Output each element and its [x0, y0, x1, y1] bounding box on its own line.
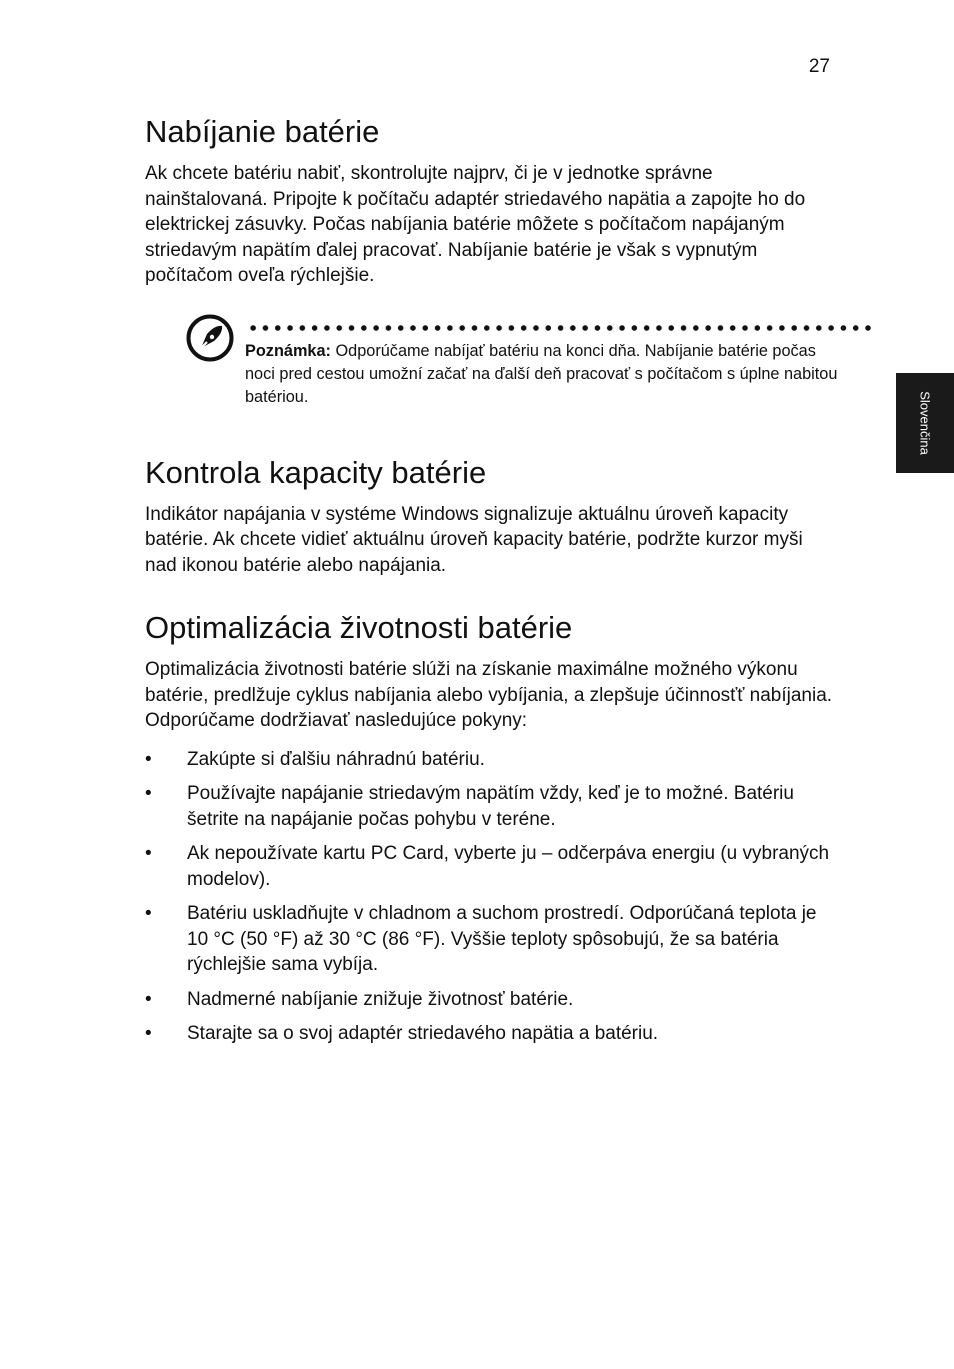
language-tab-label: Slovenčina: [917, 391, 933, 455]
list-item: [145, 747, 835, 773]
section-optimization: [145, 608, 835, 1047]
list-item-text: Nadmerné nabíjanie znižuje životnosť batérie.: [187, 988, 574, 1010]
tips-list: [145, 747, 835, 1047]
section-body: Ak chcete batériu nabiť, skontrolujte najprv, či je v jednotke správne nainštalovaná. Pripojte k počítaču adaptér striedavého napätia a zapojte ho do elektrickej zásuvky. Počas nabíjania batérie môžete s počítačom napájaným striedavým napätím ďalej pracovať. Nabíjanie batérie je však s vypnutým počítačom oveľa rýchlejšie.: [145, 163, 806, 286]
note-text: [245, 340, 845, 409]
list-item: [145, 781, 835, 832]
list-item-text: Používajte napájanie striedavým napätím vždy, keď je to možné. Batériu šetrite na napájanie počas pohybu v teréne.: [187, 783, 794, 830]
bullet-marker: •: [145, 903, 152, 924]
bullet-marker: •: [145, 843, 152, 864]
bullet-marker: •: [145, 988, 152, 1010]
bullet-marker: •: [145, 783, 152, 804]
list-item: [145, 1021, 835, 1047]
note-body: Odporúčame nabíjať batériu na konci dňa. Nabíjanie batérie počas noci pred cestou umožní začať na ďalší deň pracovať s počítačom s úplne nabitou batériou.: [245, 341, 838, 406]
list-item-text: Batériu uskladňujte v chladnom a suchom prostredí. Odporúčaná teplota je 10 °C (50 °F) až 30 °C (86 °F). Vyššie teploty spôsobujú, že sa batéria rýchlejšie sama vybíja.: [187, 903, 817, 975]
note-box: [185, 313, 838, 423]
list-item-text: Ak nepoužívate kartu PC Card, vyberte ju – odčerpáva energiu (u vybraných modelov).: [187, 843, 830, 890]
list-item: [145, 901, 835, 978]
note-label: Poznámka:: [245, 341, 331, 360]
page-number: 27: [808, 56, 830, 77]
bullet-marker: •: [145, 748, 152, 770]
list-item: [145, 841, 835, 892]
list-item-text: Zakúpte si ďalšiu náhradnú batériu.: [187, 748, 485, 770]
section-charging: [145, 112, 835, 289]
section-title: Optimalizácia životnosti batérie: [145, 610, 573, 645]
language-side-tab: [896, 373, 954, 473]
section-body: Optimalizácia životnosti batérie slúži na získanie maximálne možného výkonu batérie, predlžuje cyklus nabíjania alebo vybíjania, a zlepšuje účinnosťť nabíjania. Odporúčame dodržiavať nasledujúce pokyny:: [145, 659, 833, 731]
page-content: [145, 112, 838, 1056]
section-body: Indikátor napájania v systéme Windows signalizuje aktuálnu úroveň kapacity batérie. Ak chcete vidieť aktuálnu úroveň kapacity batérie, podržte kurzor myši nad ikonou batérie alebo napájania.: [145, 503, 803, 576]
bullet-marker: •: [145, 1023, 152, 1044]
note-dotted-divider: [247, 325, 871, 331]
list-item: [145, 987, 835, 1013]
section-title: Kontrola kapacity batérie: [145, 454, 487, 490]
list-item-text: Starajte sa o svoj adaptér striedavého napätia a batériu.: [187, 1023, 659, 1044]
section-capacity: [145, 453, 835, 579]
note-pen-icon: [185, 313, 235, 363]
section-title: Nabíjanie batérie: [145, 114, 380, 149]
